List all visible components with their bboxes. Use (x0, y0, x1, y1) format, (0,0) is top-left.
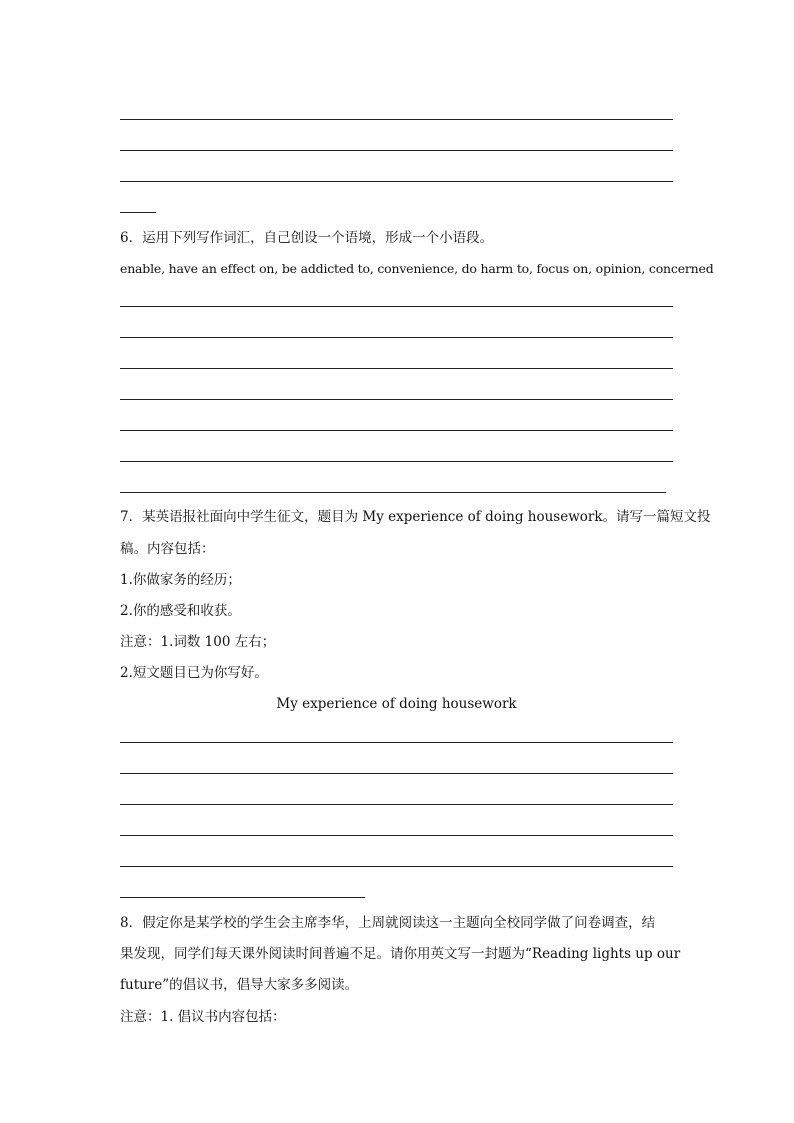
answer-line[interactable] (120, 835, 673, 836)
answer-line[interactable] (120, 399, 673, 400)
q7-point-1: 1.你做家务的经历； (120, 572, 241, 588)
q8-note: 注意：1. 倡议书内容包括： (120, 1009, 286, 1025)
q6-prompt: 6．运用下列写作词汇，自己创设一个语境，形成一个小语段。 (120, 230, 494, 246)
answer-line[interactable] (120, 492, 666, 493)
q8-prompt-line2: 果发现，同学们每天课外阅读时间普遍不足。请你用英文写一封题为“Reading lights up our (120, 946, 681, 962)
q7-prompt-line1: 7．某英语报社面向中学生征文，题目为 My experience of doing housework。请写一篇短文投 (120, 509, 711, 525)
q8-prompt-line3: future”的倡议书，倡导大家多多阅读。 (120, 977, 359, 993)
answer-line[interactable] (120, 368, 673, 369)
answer-line-short[interactable] (120, 212, 156, 213)
answer-line[interactable] (120, 430, 673, 431)
answer-line[interactable] (120, 119, 673, 120)
answer-line-short[interactable] (120, 897, 365, 898)
q7-essay-title: My experience of doing housework (276, 696, 517, 712)
q7-prompt-line2: 稿。内容包括： (120, 541, 215, 557)
answer-line[interactable] (120, 306, 673, 307)
q8-prompt-line1: 8．假定你是某学校的学生会主席李华，上周就阅读这一主题向全校同学做了问卷调查，结 (120, 915, 656, 931)
answer-line[interactable] (120, 742, 673, 743)
answer-line[interactable] (120, 337, 673, 338)
answer-line[interactable] (120, 461, 673, 462)
q7-note-2: 2.短文题目已为你写好。 (120, 665, 268, 681)
answer-line[interactable] (120, 866, 673, 867)
q6-vocab-list: enable, have an effect on, be addicted to, convenience, do harm to, focus on, opinion, concerned (120, 261, 714, 276)
q7-note-1: 注意：1.词数 100 左右； (120, 634, 276, 650)
answer-line[interactable] (120, 804, 673, 805)
q7-point-2: 2.你的感受和收获。 (120, 603, 241, 619)
answer-line[interactable] (120, 150, 673, 151)
answer-line[interactable] (120, 181, 673, 182)
answer-line[interactable] (120, 773, 673, 774)
